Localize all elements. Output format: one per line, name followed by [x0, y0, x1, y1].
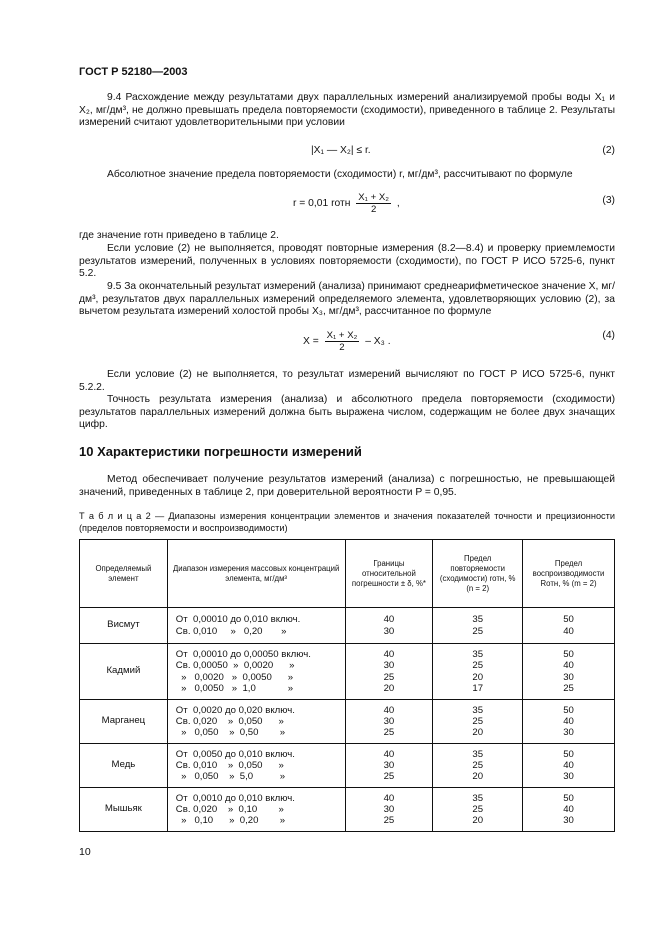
paragraph-9-4: 9.4 Расхождение между результатами двух параллельных измерений анализируемой пробы воды X₁ и X₂, мг/дм³, не должно превышать предела повторяемости (сходимости), приведенного в таблице 2. Результаты измерений считают удовлетворительными при условии: [79, 92, 615, 129]
cell-element: Медь: [80, 744, 168, 788]
paragraph-method: Метод обеспечивает получение результатов измерений (анализа) с погрешностью, не превышающей значений, приведенных в таблице 2, при доверительной вероятности P = 0,95.: [79, 474, 615, 498]
document-header: ГОСТ Р 52180—2003: [79, 66, 188, 78]
cell-repeatability-value: 35: [472, 748, 484, 760]
paragraph-where: где значение rотн приведено в таблице 2.: [79, 230, 279, 241]
table-row: [80, 788, 615, 832]
header-delta: Границы относительной погрешности ± δ, %*: [345, 540, 433, 608]
paragraph-absolute-value: Абсолютное значение предела повторяемости (сходимости) r, мг/дм³, рассчитывают по формуле: [107, 169, 573, 180]
cell-range: [167, 744, 345, 788]
paragraph-if-condition-fails: Если условие (2) не выполняется, проводят повторные измерения (8.2—8.4) и проверку приемлемости результатов измерений, полученных в условиях повторяемости (сходимости), по ГОСТ Р ИСО 5725-6, пункт 5.2.: [79, 243, 615, 280]
equation-3-fraction: [356, 192, 391, 215]
cell-repeatability: [433, 644, 523, 700]
equation-4-number: (4): [602, 330, 615, 341]
cell-delta-value: 30: [383, 660, 395, 672]
table-row: [80, 744, 615, 788]
equation-3-numerator: X₁ + X₂: [358, 192, 389, 203]
cell-repeatability-value: 25: [472, 715, 484, 727]
range-line: От 0,0010 до 0,010 включ.: [175, 792, 295, 804]
cell-repeatability: [433, 608, 523, 644]
range-line: Св. 0,00050 » 0,0020 »: [175, 660, 295, 672]
cell-reproducibility-value: 30: [563, 671, 574, 683]
cell-range: [167, 644, 345, 700]
cell-repeatability-value: 25: [472, 803, 484, 815]
cell-reproducibility-value: 40: [563, 759, 574, 771]
cell-delta: [345, 744, 433, 788]
cell-repeatability-value: 25: [472, 759, 484, 771]
table-caption: Т а б л и ц а 2 — Диапазоны измерения концентрации элементов и значения показателей точности и прецизионности (пределов повторяемости и воспроизводимости): [79, 511, 615, 533]
cell-delta-value: 40: [383, 792, 395, 804]
table-2: [79, 539, 615, 832]
table-body: [80, 608, 615, 832]
cell-reproducibility-value: 50: [563, 748, 574, 760]
table-row: [80, 608, 615, 644]
cell-element: Марганец: [80, 700, 168, 744]
cell-repeatability-value: 20: [472, 815, 484, 827]
cell-reproducibility: [523, 788, 615, 832]
cell-element: Мышьяк: [80, 788, 168, 832]
range-line: » 0,0050 » 1,0 »: [175, 682, 294, 694]
equation-2-number: (2): [602, 145, 615, 156]
range-line: » 0,0020 » 0,0050 »: [175, 671, 294, 683]
cell-delta-value: 40: [383, 704, 395, 716]
cell-repeatability-value: 25: [472, 660, 484, 672]
range-line: Св. 0,010 » 0,20 »: [175, 625, 287, 637]
equation-3-lhs: r = 0,01 rотн: [293, 198, 351, 210]
cell-delta-value: 40: [383, 649, 395, 661]
paragraph-9-5: 9.5 За окончательный результат измерений (анализа) принимают среднеарифметическое значение X, мг/дм³, результатов двух параллельных измерений определяемого элемента, удовлетворяющих условию (2), за вычетом результата измерений холостой пробы X₃, мг/дм³, рассчитанное по формуле: [79, 281, 615, 318]
cell-repeatability: [433, 744, 523, 788]
cell-repeatability-value: 35: [472, 614, 484, 626]
header-repeatability: Предел повторяемости (сходимости) rотн, % (n = 2): [433, 540, 523, 608]
cell-reproducibility-value: 30: [563, 727, 574, 739]
cell-repeatability-value: 17: [472, 682, 484, 694]
cell-repeatability-value: 35: [472, 704, 484, 716]
cell-range: [167, 700, 345, 744]
cell-reproducibility-value: 25: [563, 682, 574, 694]
range-line: » 0,050 » 5,0 »: [175, 771, 286, 783]
cell-repeatability-value: 25: [472, 625, 484, 637]
cell-repeatability: [433, 700, 523, 744]
cell-reproducibility: [523, 700, 615, 744]
cell-element: Висмут: [80, 608, 168, 644]
cell-delta-value: 30: [383, 803, 395, 815]
cell-reproducibility-value: 50: [563, 614, 574, 626]
equation-2: [79, 145, 615, 159]
equation-4-tail: – X₃ .: [365, 336, 391, 348]
paragraph-accuracy: Точность результата измерения (анализа) и абсолютного предела повторяемости (сходимости) результатов параллельных измерений должна быть выражена числом, содержащим не более двух значащих цифр.: [79, 394, 615, 431]
paragraph-if-condition-fails-2: Если условие (2) не выполняется, то результат измерений вычисляют по ГОСТ Р ИСО 5725-6, пункт 5.2.2.: [79, 369, 615, 393]
cell-reproducibility-value: 30: [563, 815, 574, 827]
cell-reproducibility-value: 50: [563, 704, 574, 716]
range-line: От 0,00010 до 0,00050 включ.: [175, 649, 311, 661]
header-range: Диапазон измерения массовых концентраций элемента, мг/дм³: [167, 540, 345, 608]
range-line: Св. 0,020 » 0,10 »: [175, 803, 284, 815]
equation-4-fraction: [325, 330, 360, 353]
cell-reproducibility-value: 30: [563, 771, 574, 783]
header-reproducibility: Предел воспроизводимости Rотн, % (m = 2): [523, 540, 615, 608]
page-number: 10: [79, 846, 91, 858]
range-line: От 0,00010 до 0,010 включ.: [175, 614, 301, 626]
range-line: Св. 0,020 » 0,050 »: [175, 715, 284, 727]
cell-delta-value: 30: [383, 715, 395, 727]
range-line: » 0,10 » 0,20 »: [175, 815, 286, 827]
equation-3-number: (3): [602, 195, 615, 206]
section-10-title: 10 Характеристики погрешности измерений: [79, 444, 362, 459]
cell-repeatability-value: 20: [472, 671, 484, 683]
cell-reproducibility-value: 40: [563, 625, 574, 637]
equation-4-numerator: X₁ + X₂: [326, 330, 358, 341]
equation-2-body: |X₁ — X₂| ≤ r.: [311, 145, 371, 156]
cell-delta: [345, 608, 433, 644]
cell-reproducibility-value: 50: [563, 792, 574, 804]
cell-reproducibility-value: 40: [563, 715, 574, 727]
range-line: От 0,0050 до 0,010 включ.: [175, 748, 295, 760]
cell-delta: [345, 700, 433, 744]
cell-delta-value: 40: [383, 614, 395, 626]
cell-delta-value: 20: [383, 682, 395, 694]
range-line: Св. 0,010 » 0,050 »: [175, 759, 284, 771]
equation-3-denominator: 2: [370, 204, 377, 215]
cell-delta-value: 25: [383, 727, 395, 739]
cell-repeatability-value: 20: [472, 771, 484, 783]
cell-repeatability-value: 35: [472, 792, 484, 804]
cell-delta-value: 40: [383, 748, 395, 760]
cell-delta: [345, 644, 433, 700]
cell-range: [167, 608, 345, 644]
cell-repeatability: [433, 788, 523, 832]
cell-range: [167, 788, 345, 832]
cell-reproducibility-value: 40: [563, 803, 574, 815]
cell-delta-value: 25: [383, 815, 395, 827]
range-line: От 0,0020 до 0,020 включ.: [175, 704, 295, 716]
cell-delta-value: 30: [383, 625, 395, 637]
equation-4-lhs: X =: [303, 336, 319, 348]
cell-reproducibility: [523, 608, 615, 644]
cell-delta-value: 25: [383, 671, 395, 683]
cell-repeatability-value: 35: [472, 649, 484, 661]
table-row: [80, 700, 615, 744]
cell-repeatability-value: 20: [472, 727, 484, 739]
cell-element: Кадмий: [80, 644, 168, 700]
equation-4-denominator: 2: [339, 342, 345, 353]
cell-delta-value: 25: [383, 771, 395, 783]
cell-reproducibility-value: 50: [563, 649, 574, 661]
equation-3-tail: ,: [396, 198, 400, 210]
cell-delta-value: 30: [383, 759, 395, 771]
table-header-row: [80, 540, 615, 608]
cell-reproducibility: [523, 744, 615, 788]
cell-delta: [345, 788, 433, 832]
table-row: [80, 644, 615, 700]
header-element: Определяемый элемент: [80, 540, 168, 608]
equation-3: [79, 192, 615, 218]
cell-reproducibility-value: 40: [563, 660, 574, 672]
range-line: » 0,050 » 0,50 »: [175, 727, 286, 739]
equation-4: [79, 330, 615, 356]
cell-reproducibility: [523, 644, 615, 700]
